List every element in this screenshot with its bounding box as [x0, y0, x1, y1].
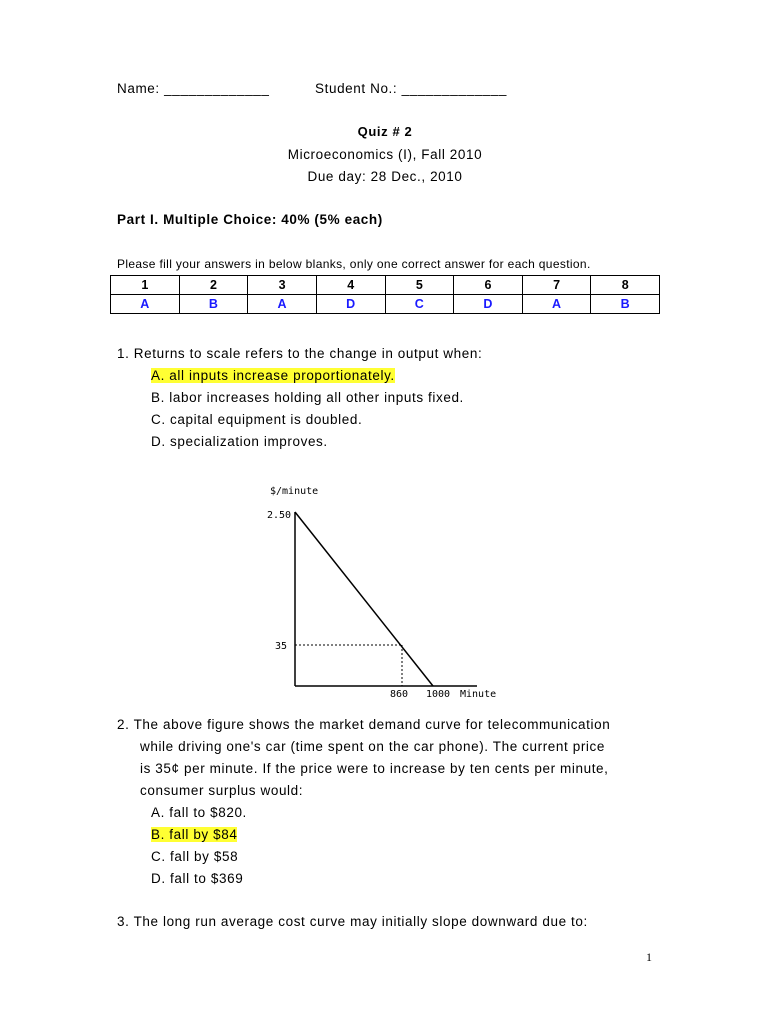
- student-number-field-label: Student No.: _____________: [315, 81, 508, 96]
- question-number-cell: 3: [248, 276, 317, 295]
- answer-cell: B: [591, 295, 660, 314]
- answer-cell: B: [179, 295, 248, 314]
- figure-y-tick-35: 35: [275, 641, 288, 652]
- q2-stem-line-3: is 35¢ per minute. If the price were to increase by ten cents per minute,: [140, 761, 609, 776]
- q1-option-d: D. specialization improves.: [151, 434, 328, 449]
- answer-table-answer-row: [111, 295, 660, 314]
- q1-stem: 1. Returns to scale refers to the change in output when:: [117, 346, 483, 361]
- name-field-label: Name: _____________: [117, 81, 270, 96]
- answer-cell: D: [316, 295, 385, 314]
- figure-x-tick-860: 860: [390, 689, 409, 700]
- part1-instructions: Please fill your answers in below blanks, only one correct answer for each question.: [117, 257, 591, 271]
- answer-table: [110, 275, 660, 314]
- question-number-cell: 6: [454, 276, 523, 295]
- question-number-cell: 2: [179, 276, 248, 295]
- figure-x-tick-1000: 1000: [426, 689, 451, 700]
- answer-cell: A: [248, 295, 317, 314]
- q2-stem-line-2: while driving one's car (time spent on the car phone). The current price: [140, 739, 605, 754]
- quiz-title: Quiz # 2: [357, 124, 413, 139]
- q3-stem: 3. The long run average cost curve may initially slope downward due to:: [117, 914, 588, 929]
- question-number-cell: 5: [385, 276, 454, 295]
- part1-heading: Part I. Multiple Choice: 40% (5% each): [117, 212, 383, 227]
- figure-y-axis-label: $/minute: [270, 486, 319, 497]
- figure-x-axis-label: Minute: [460, 689, 497, 700]
- q1-option-a: A. all inputs increase proportionately.: [151, 368, 395, 383]
- question-number-cell: 1: [111, 276, 180, 295]
- answer-table-number-row: [111, 276, 660, 295]
- course-title: Microeconomics (I), Fall 2010: [287, 147, 483, 162]
- answer-cell: C: [385, 295, 454, 314]
- q1-option-c: C. capital equipment is doubled.: [151, 412, 363, 427]
- answer-cell: A: [111, 295, 180, 314]
- q1-option-b: B. labor increases holding all other inputs fixed.: [151, 390, 464, 405]
- q2-stem-line-1: 2. The above figure shows the market demand curve for telecommunication: [117, 717, 611, 732]
- answer-cell: A: [522, 295, 591, 314]
- question-number-cell: 7: [522, 276, 591, 295]
- question-number-cell: 4: [316, 276, 385, 295]
- answer-cell: D: [454, 295, 523, 314]
- figure-y-tick-250: 2.50: [267, 510, 292, 521]
- q2-option-c: C. fall by $58: [151, 849, 239, 864]
- question-number-cell: 8: [591, 276, 660, 295]
- page-number: 1: [646, 950, 652, 964]
- demand-curve-figure: [255, 480, 515, 705]
- due-date: Due day: 28 Dec., 2010: [307, 169, 463, 184]
- demand-curve-line: [295, 512, 433, 686]
- q2-stem-line-4: consumer surplus would:: [140, 783, 304, 798]
- q2-option-a: A. fall to $820.: [151, 805, 247, 820]
- q2-option-d: D. fall to $369: [151, 871, 244, 886]
- q2-option-b: B. fall by $84: [151, 827, 238, 842]
